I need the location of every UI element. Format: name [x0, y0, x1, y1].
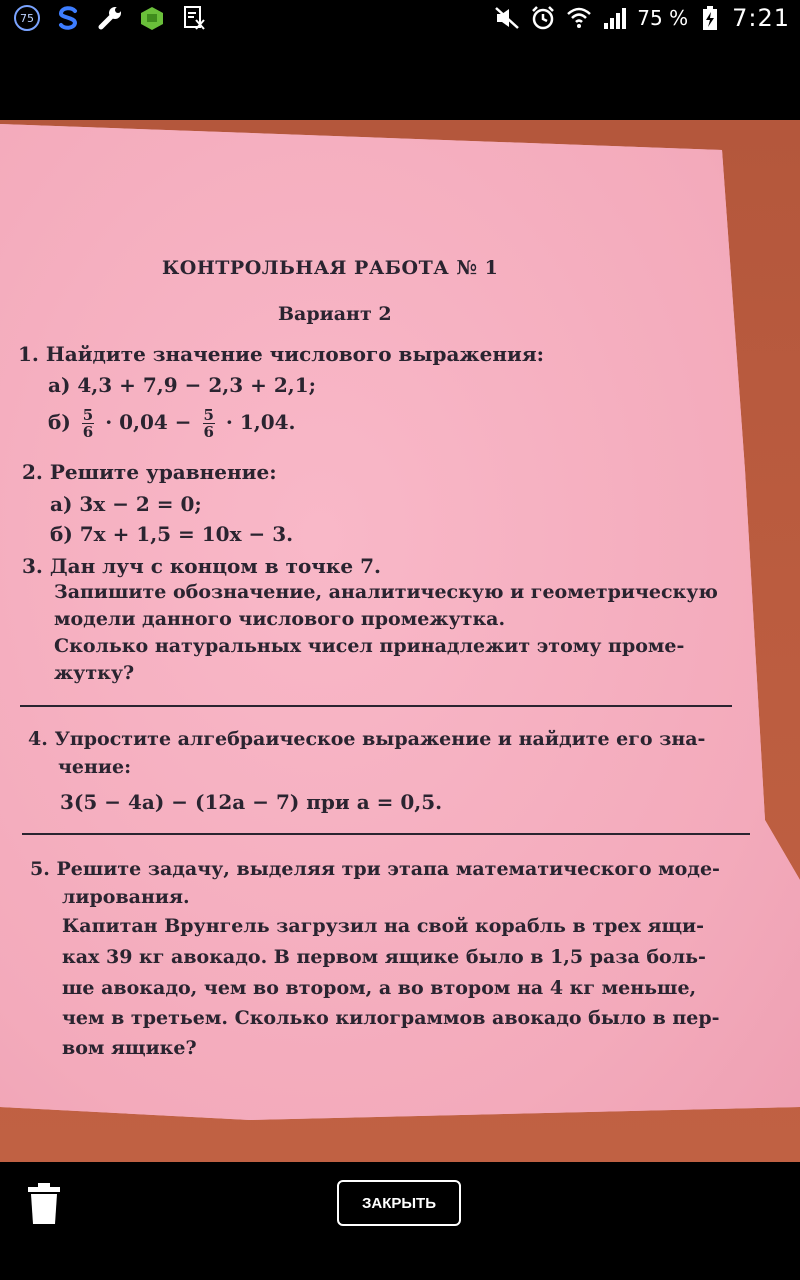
fraction-numerator: 5 [82, 406, 94, 424]
task3-line: модели данного числового промежутка. [54, 608, 506, 630]
task5-line: вом ящике? [62, 1037, 197, 1059]
task1-b-middle: · 0,04 − [105, 410, 192, 434]
task1-b-end: · 1,04. [225, 410, 296, 434]
status-bar-system [493, 4, 790, 32]
task3-line: жутку? [54, 662, 135, 684]
battery-percent: 75 % [637, 6, 689, 30]
battery-charging-icon [696, 4, 724, 32]
trash-icon[interactable] [26, 1182, 62, 1226]
bottom-action-bar [0, 1162, 800, 1280]
mute-icon [493, 4, 521, 32]
wrench-icon [96, 4, 124, 32]
task2-a: а) 3x − 2 = 0; [50, 492, 202, 516]
fraction-numerator: 5 [203, 406, 214, 424]
section-divider [22, 833, 750, 835]
task5-line: ках 39 кг авокадо. В первом ящике было в 1,5 раза боль- [62, 946, 706, 968]
document-x-icon [180, 4, 208, 32]
task3-line: Сколько натуральных чисел принадлежит этому проме- [54, 635, 685, 657]
fraction-denominator: 6 [203, 423, 214, 441]
task1-b [48, 407, 296, 440]
task5-line: чем в третьем. Сколько килограммов авокадо было в пер- [62, 1007, 720, 1029]
status-bar-notifications [14, 4, 208, 32]
task1-a: а) 4,3 + 7,9 − 2,3 + 2,1; [48, 373, 316, 397]
alarm-icon [529, 4, 557, 32]
task5-line: 5. Решите задачу, выделяя три этапа математического моде- [30, 858, 720, 880]
task5-line: лирования. [62, 886, 190, 908]
task4-line: 4. Упростите алгебраическое выражение и найдите его зна- [28, 728, 706, 750]
close-button[interactable]: ЗАКРЫТЬ [337, 1180, 461, 1226]
task4-line: чение: [58, 756, 132, 778]
clock: 7:21 [732, 4, 790, 32]
fraction-denominator: 6 [82, 423, 94, 441]
notification-count-badge: 75 [14, 5, 40, 31]
task5-line: Капитан Врунгель загрузил на свой корабль в трех ящи- [62, 915, 705, 937]
task3-line: Запишите обозначение, аналитическую и геометрическую [54, 581, 718, 603]
task4-expression: 3(5 − 4a) − (12a − 7) при a = 0,5. [60, 790, 443, 814]
sync-s-icon [54, 4, 82, 32]
fraction [82, 407, 94, 440]
task3-line: 3. Дан луч с концом в точке 7. [22, 554, 381, 578]
task1-heading: 1. Найдите значение числового выражения: [18, 342, 544, 366]
document-variant: Вариант 2 [278, 303, 392, 325]
android-app-icon [138, 4, 166, 32]
task1-b-prefix: б) [48, 410, 71, 434]
photo-viewer[interactable] [0, 120, 800, 1162]
task2-b: б) 7x + 1,5 = 10x − 3. [50, 522, 294, 546]
wifi-icon [565, 4, 593, 32]
section-divider [20, 705, 732, 707]
fraction [203, 407, 215, 440]
signal-icon [601, 4, 629, 32]
task2-heading: 2. Решите уравнение: [22, 460, 277, 484]
status-bar [0, 0, 800, 36]
task5-line: ше авокадо, чем во втором, а во втором на 4 кг меньше, [62, 977, 697, 999]
document-title: КОНТРОЛЬНАЯ РАБОТА № 1 [162, 257, 499, 279]
worksheet-document [0, 120, 800, 1162]
